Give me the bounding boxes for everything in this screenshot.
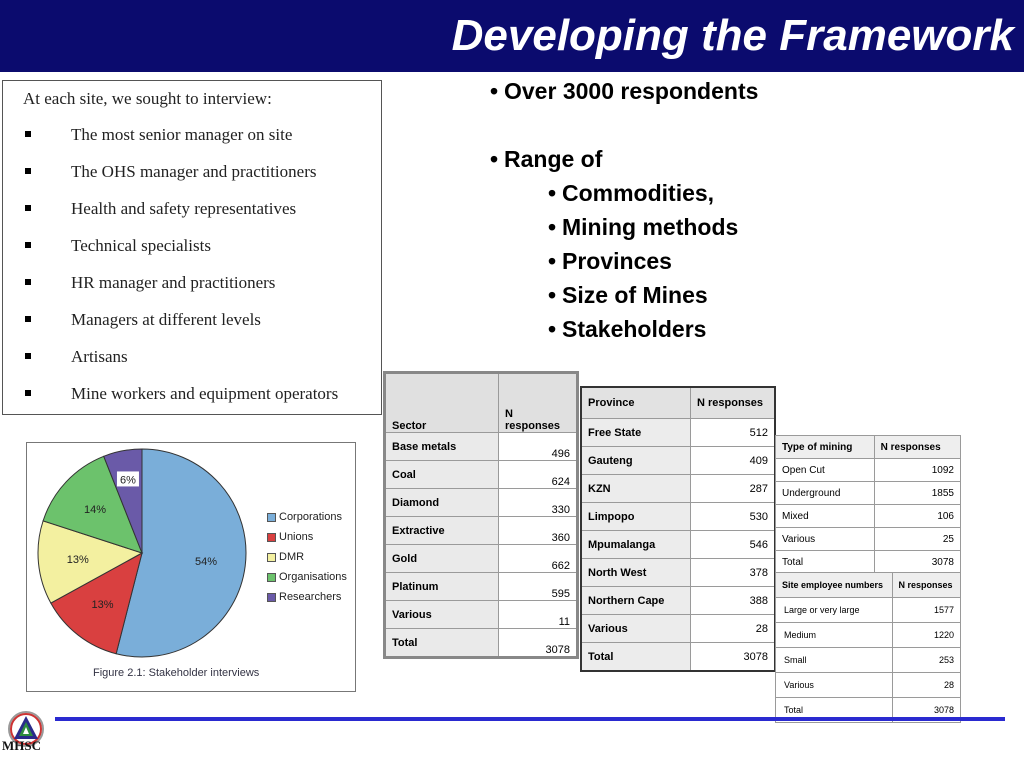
table-cell-label: Gold [385, 545, 499, 573]
pie-chart [27, 443, 257, 663]
legend-label: Researchers [279, 591, 342, 603]
list-item: Technical specialists [19, 236, 338, 273]
column-header: Province [581, 387, 691, 419]
legend-swatch [267, 513, 276, 522]
table-row [581, 447, 775, 475]
table-row [385, 545, 578, 573]
table-cell-value: 330 [499, 489, 578, 517]
table-cell-label: Various [776, 528, 875, 551]
bullet-square-icon [25, 168, 31, 174]
table-row [776, 648, 961, 673]
column-header: N responses [892, 573, 960, 598]
table-cell-value: 409 [691, 447, 776, 475]
table-cell-value: 3078 [499, 629, 578, 658]
table-row [385, 573, 578, 601]
mining-type-table [775, 435, 961, 574]
table-cell-label: Total [385, 629, 499, 658]
table-cell-label: Total [776, 551, 875, 574]
table-cell-label: Total [581, 643, 691, 672]
list-item: The OHS manager and practitioners [19, 162, 338, 199]
list-item: The most senior manager on site [19, 125, 338, 162]
legend-item [267, 531, 313, 543]
table-cell-label: Total [776, 698, 893, 723]
table-row [776, 598, 961, 623]
table-cell-value: 3078 [874, 551, 960, 574]
footer-divider [55, 717, 1005, 721]
table-row [581, 615, 775, 643]
interview-intro: At each site, we sought to interview: [23, 89, 272, 108]
table-row [581, 643, 775, 672]
list-item: Mine workers and equipment operators [19, 384, 338, 421]
table-cell-value: 11 [499, 601, 578, 629]
table-cell-label: Mpumalanga [581, 531, 691, 559]
pie-data-label: 14% [83, 503, 107, 516]
table-cell-value: 512 [691, 419, 776, 447]
table-cell-value: 287 [691, 475, 776, 503]
table-cell-label: Various [385, 601, 499, 629]
title-bar [0, 0, 1024, 72]
table-cell-value: 1855 [874, 482, 960, 505]
legend-item [267, 511, 342, 523]
table-row [385, 461, 578, 489]
table-cell-value: 378 [691, 559, 776, 587]
table-cell-value: 106 [874, 505, 960, 528]
table-row [385, 433, 578, 461]
bullet-square-icon [25, 279, 31, 285]
legend-swatch [267, 573, 276, 582]
table-row [776, 528, 961, 551]
table-cell-value: 388 [691, 587, 776, 615]
legend-item [267, 571, 347, 583]
bullet-square-icon [25, 242, 31, 248]
table-cell-label: North West [581, 559, 691, 587]
table-cell-label: KZN [581, 475, 691, 503]
table-cell-value: 496 [499, 433, 578, 461]
sector-table [383, 371, 579, 659]
bullet-square-icon [25, 390, 31, 396]
employee-size-table [775, 572, 961, 723]
table-cell-value: 3078 [691, 643, 776, 672]
table-cell-value: 595 [499, 573, 578, 601]
table-row [581, 531, 775, 559]
table-cell-value: 360 [499, 517, 578, 545]
table-cell-value: 546 [691, 531, 776, 559]
sub-bullet: • Commodities, [548, 180, 715, 206]
interview-list-box [2, 80, 382, 415]
pie-data-label: 6% [120, 474, 136, 487]
table-cell-label: Gauteng [581, 447, 691, 475]
bullet-square-icon [25, 316, 31, 322]
table-row [581, 475, 775, 503]
table-cell-value: 1577 [892, 598, 960, 623]
column-header: Type of mining [776, 436, 875, 459]
table-cell-label: Medium [776, 623, 893, 648]
column-header: Site employee numbers [776, 573, 893, 598]
province-table [580, 386, 776, 672]
table-cell-value: 624 [499, 461, 578, 489]
list-item: Health and safety representatives [19, 199, 338, 236]
table-row [385, 517, 578, 545]
table-row [776, 551, 961, 574]
table-cell-label: Mixed [776, 505, 875, 528]
table-cell-label: Large or very large [776, 598, 893, 623]
pie-data-label: 54% [194, 556, 217, 569]
list-item: HR manager and practitioners [19, 273, 338, 310]
table-row [385, 601, 578, 629]
bullet-respondents: • Over 3000 respondents [490, 78, 759, 104]
table-cell-value: 1092 [874, 459, 960, 482]
table-header-row [776, 573, 961, 598]
page-title: Developing the Framework [451, 11, 1014, 60]
table-row [385, 489, 578, 517]
table-row [776, 482, 961, 505]
table-cell-label: Small [776, 648, 893, 673]
table-cell-value: 253 [892, 648, 960, 673]
pie-chart-box [26, 442, 356, 692]
table-cell-label: Underground [776, 482, 875, 505]
sub-bullet: • Size of Mines [548, 282, 708, 308]
column-header: N responses [874, 436, 960, 459]
table-cell-label: Platinum [385, 573, 499, 601]
legend-item [267, 591, 341, 603]
table-cell-label: Diamond [385, 489, 499, 517]
table-header-row [385, 373, 578, 433]
list-item: Artisans [19, 347, 338, 384]
sub-bullet: • Mining methods [548, 214, 739, 240]
legend-swatch [267, 593, 276, 602]
sub-bullet: • Provinces [548, 248, 672, 274]
legend-swatch [267, 553, 276, 562]
table-cell-label: Base metals [385, 433, 499, 461]
sub-bullet: • Stakeholders [548, 316, 707, 342]
column-header: N responses [499, 373, 578, 433]
pie-data-label: 13% [66, 554, 89, 567]
table-row [581, 419, 775, 447]
table-cell-value: 25 [874, 528, 960, 551]
list-item: Managers at different levels [19, 310, 338, 347]
table-row [776, 459, 961, 482]
table-cell-label: Northern Cape [581, 587, 691, 615]
column-header: N responses [691, 387, 776, 419]
legend-swatch [267, 533, 276, 542]
table-cell-value: 28 [691, 615, 776, 643]
table-header-row [581, 387, 775, 419]
table-row [581, 559, 775, 587]
table-cell-label: Limpopo [581, 503, 691, 531]
pie-caption: Figure 2.1: Stakeholder interviews [93, 667, 260, 679]
legend-label: Unions [279, 531, 314, 543]
table-cell-value: 28 [892, 673, 960, 698]
table-row [385, 629, 578, 658]
table-cell-label: Open Cut [776, 459, 875, 482]
table-cell-value: 662 [499, 545, 578, 573]
column-header: Sector [385, 373, 499, 433]
table-row [776, 505, 961, 528]
legend-label: Corporations [279, 511, 342, 523]
legend-label: Organisations [279, 571, 347, 583]
table-header-row [776, 436, 961, 459]
table-cell-value: 1220 [892, 623, 960, 648]
table-cell-label: Free State [581, 419, 691, 447]
table-cell-value: 530 [691, 503, 776, 531]
bullet-square-icon [25, 353, 31, 359]
table-cell-label: Various [776, 673, 893, 698]
bullet-square-icon [25, 131, 31, 137]
bullet-range: • Range of [490, 146, 603, 172]
mhsc-logo-icon [4, 698, 48, 764]
pie-data-label: 13% [91, 598, 114, 611]
bullet-square-icon [25, 205, 31, 211]
table-row [581, 587, 775, 615]
legend-label: DMR [279, 551, 305, 563]
table-cell-label: Various [581, 615, 691, 643]
table-row [776, 623, 961, 648]
interview-list [19, 125, 338, 421]
table-cell-label: Coal [385, 461, 499, 489]
table-cell-value: 3078 [892, 698, 960, 723]
table-cell-label: Extractive [385, 517, 499, 545]
table-row [581, 503, 775, 531]
logo-text: MHSC [2, 738, 41, 753]
legend-item [267, 551, 304, 563]
table-row [776, 673, 961, 698]
